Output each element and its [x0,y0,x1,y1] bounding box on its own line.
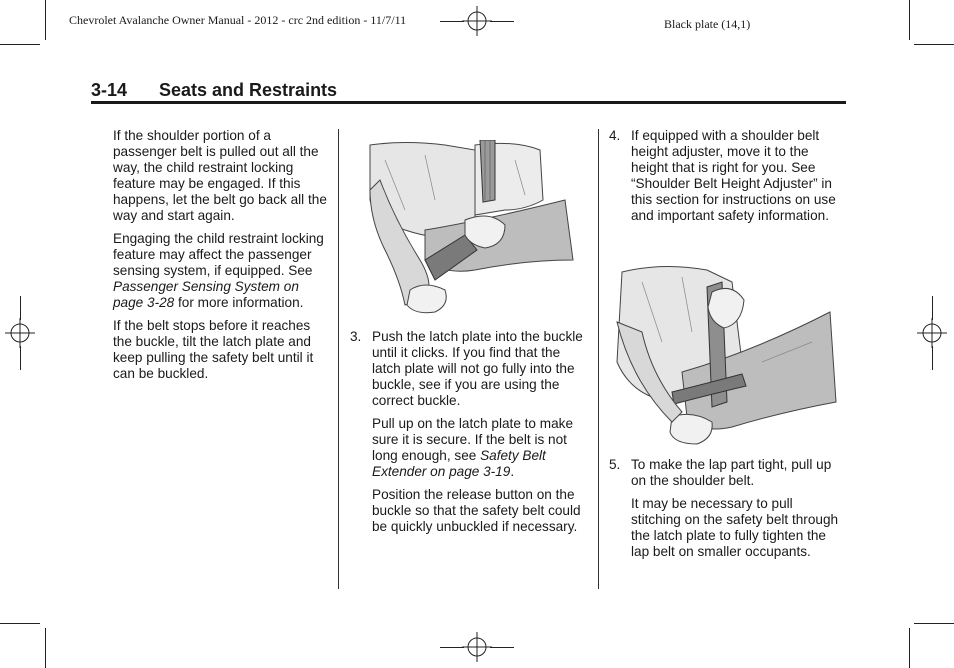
registration-mark-icon [5,318,35,348]
page-number: 3-14 [91,80,128,100]
text: . [510,464,515,479]
crop-mark [909,628,910,668]
header-plate: Black plate (14,1) [664,17,751,31]
list-item [350,329,588,409]
section-heading [91,80,337,101]
registration-mark-icon [462,632,492,662]
crop-mark [914,44,954,45]
crop-mark [914,623,954,624]
registration-mark-icon [462,6,492,36]
cross-reference: Safety Belt Extender on page 3-19 [372,448,546,479]
text: for more information. [174,295,304,310]
heading-rule [91,101,846,104]
crop-mark [490,647,514,648]
crop-mark [0,623,40,624]
step-number: 3. [350,329,362,344]
step-text: Push the latch plate into the buckle until it clicks. If you find that the latch plate will not go fully into the buckle, see if you are using the correct buckle. [372,329,583,408]
cross-reference: Passenger Sensing System on page 3-28 [113,279,299,310]
column-2 [350,329,588,542]
paragraph: If the belt stops before it reaches the buckle, tilt the latch plate and keep pulling the safety belt until it can be buckled. [113,318,314,381]
list-item [609,457,843,489]
crop-mark [20,346,21,370]
crop-mark [440,21,464,22]
step-text: If equipped with a shoulder belt height adjuster, move it to the height that is right for you. See “Shoulder Belt Height Adjuster” in this section for instructions on use and important safety information. [631,128,836,223]
crop-mark [932,296,933,320]
step-text: To make the lap part tight, pull up on the shoulder belt. [631,457,832,488]
crop-mark [45,628,46,668]
paragraph: Position the release button on the buckle so that the safety belt could be quickly unbuckled if necessary. [372,487,581,534]
crop-mark [0,44,40,45]
paragraph: It may be necessary to pull stitching on the safety belt through the latch plate to fully tighten the lap belt on smaller occupants. [631,496,839,559]
step-number: 4. [609,128,621,143]
lap-belt-tighten-illustration [612,262,840,447]
crop-mark [490,21,514,22]
text: Engaging the child restraint locking feature may affect the passenger sensing system, if equipped. See [113,231,324,278]
crop-mark [45,0,46,40]
crop-mark [440,647,464,648]
registration-mark-icon [917,318,947,348]
paragraph: If the shoulder portion of a passenger belt is pulled out all the way, the child restraint locking feature may be engaged. If this happens, let the belt go back all the way and start again. [113,128,327,223]
crop-mark [20,296,21,320]
column-divider [338,129,339,589]
crop-mark [909,0,910,40]
latch-plate-buckle-illustration [365,140,575,320]
column-3-top [609,128,843,231]
header-doc-title: Chevrolet Avalanche Owner Manual - 2012 - crc 2nd edition - 11/7/11 [69,13,407,27]
list-item [609,128,843,224]
text: Pull up on the latch plate to make sure it is secure. If the belt is not long enough, see [372,416,574,463]
step-number: 5. [609,457,621,472]
section-title: Seats and Restraints [159,80,338,100]
paragraph [113,231,329,311]
crop-mark [932,346,933,370]
column-divider [598,129,599,589]
column-1 [113,128,329,389]
column-3-bottom [609,457,843,567]
paragraph [350,416,588,480]
